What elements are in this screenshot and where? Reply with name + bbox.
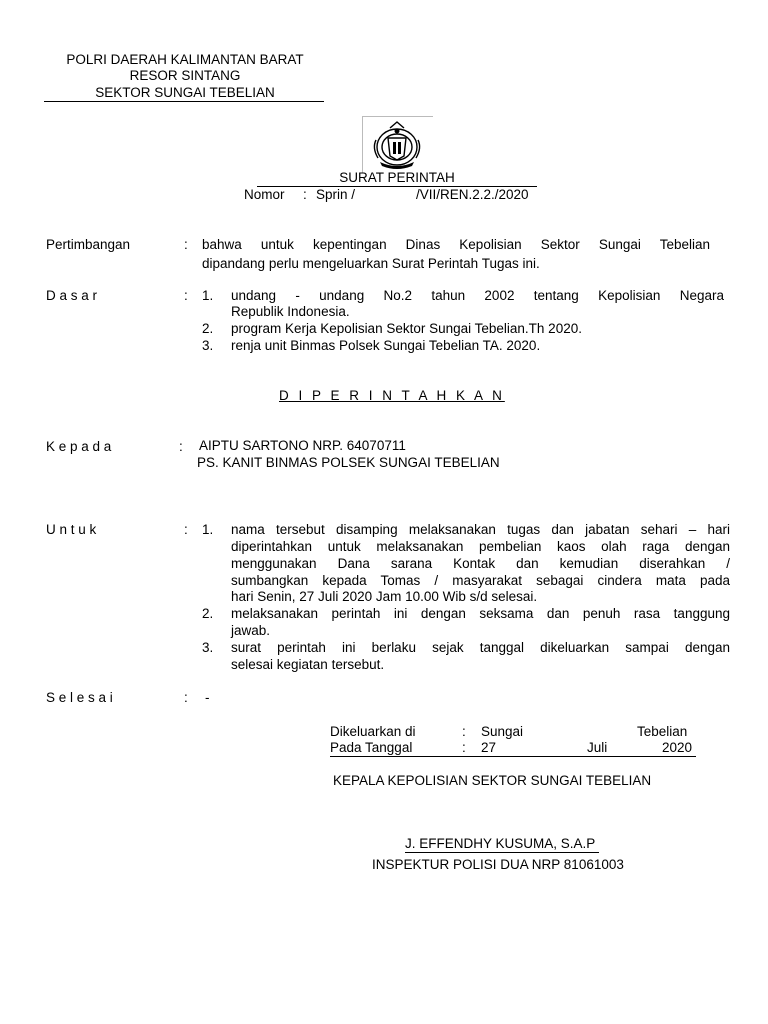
issued-place-label: Dikeluarkan di [330,724,416,739]
untuk-item-1-line-4: sumbangkan kepada Tomas / masyarakat sebagai cindera mata pada [231,573,730,588]
dasar-item-3-line-1: renja unit Binmas Polsek Sungai Tebelian TA. 2020. [231,338,541,353]
document-title: SURAT PERINTAH [257,170,537,187]
untuk-item-3-line-2: selesai kegiatan tersebut. [231,657,385,672]
signatory-office: KEPALA KEPOLISIAN SEKTOR SUNGAI TEBELIAN [333,773,652,788]
number-prefix: Sprin / [316,187,356,202]
issued-place-word-2: Tebelian [637,724,688,739]
issued-date-colon: : [462,740,466,755]
diperintahkan-heading: D I P E R I N T A H K A N [279,388,505,403]
header-line-3: SEKTOR SUNGAI TEBELIAN [95,85,275,100]
untuk-item-3-line-1: surat perintah ini berlaku sejak tanggal dikeluarkan sampai dengan [231,640,730,655]
number-label: Nomor [244,187,285,202]
untuk-item-2-num: 2. [202,606,214,621]
dasar-item-3-num: 3. [202,338,214,353]
dasar-item-2-line-1: program Kerja Kepolisian Sektor Sungai Tebelian.Th 2020. [231,321,582,336]
untuk-item-1-line-5: hari Senin, 27 Juli 2020 Jam 10.00 Wib s/d selesai. [231,589,538,604]
untuk-label: U n t u k [46,522,97,537]
issued-place-word-1: Sungai [481,724,524,739]
pertimbangan-line-1: bahwa untuk kepentingan Dinas Kepolisian Sektor Sungai Tebelian [202,237,710,252]
untuk-item-2-line-1: melaksanakan perintah ini dengan seksama dan penuh rasa tanggung [231,606,730,621]
issued-rule [330,756,696,757]
issued-date-year: 2020 [662,740,693,755]
pertimbangan-line-2: dipandang perlu mengeluarkan Surat Perintah Tugas ini. [202,256,540,271]
header-line-2: RESOR SINTANG [129,68,241,83]
untuk-colon: : [184,522,188,537]
header-line-1: POLRI DAERAH KALIMANTAN BARAT [66,52,304,67]
dasar-label: D a s a r [46,288,98,303]
untuk-item-1-num: 1. [202,522,214,537]
number-suffix: /VII/REN.2.2./2020 [416,187,529,202]
signatory-rank: INSPEKTUR POLISI DUA NRP 81061003 [372,857,624,872]
header-rule [44,101,324,102]
number-colon: : [303,187,307,202]
untuk-item-1-line-2: diperintahkan untuk melaksanakan pembelian kaos olah raga dengan [231,539,730,554]
dasar-item-1-num: 1. [202,288,214,303]
police-emblem-icon [368,120,426,170]
untuk-item-2-line-2: jawab. [231,623,271,638]
untuk-item-1-line-1: nama tersebut disamping melaksanakan tugas dan jabatan sehari – hari [231,522,730,537]
dasar-item-1-line-1: undang - undang No.2 tahun 2002 tentang Kepolisian Negara [231,288,724,303]
untuk-item-3-num: 3. [202,640,214,655]
selesai-label: S e l e s a i [46,690,113,705]
untuk-item-1-line-3: menggunakan Dana sarana Kontak dan kemudian diserahkan / [231,556,730,571]
kepada-colon: : [179,439,183,454]
dasar-item-1-line-2: Republik Indonesia. [231,304,350,319]
dasar-item-2-num: 2. [202,321,214,336]
signatory-name: J. EFFENDHY KUSUMA, S.A.P [405,836,599,853]
issued-place-colon: : [462,724,466,739]
issued-date-label: Pada Tanggal [330,740,413,755]
dasar-colon: : [184,288,188,303]
selesai-value: - [205,690,210,705]
kepada-label: K e p a d a [46,439,112,454]
issued-date-month: Juli [587,740,608,755]
pertimbangan-label: Pertimbangan [46,237,131,252]
issued-date-day: 27 [481,740,497,755]
kepada-line-2: PS. KANIT BINMAS POLSEK SUNGAI TEBELIAN [197,455,500,470]
pertimbangan-colon: : [184,237,188,252]
kepada-line-1: AIPTU SARTONO NRP. 64070711 [199,438,406,453]
selesai-colon: : [184,690,188,705]
